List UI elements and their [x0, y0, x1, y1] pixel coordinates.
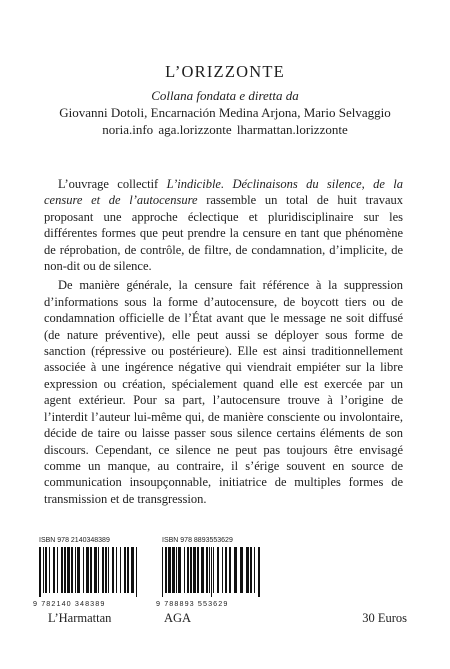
barcode-bar: [43, 547, 44, 593]
barcode-bar: [193, 547, 196, 593]
barcode-bar: [49, 547, 50, 593]
barcode-bar: [98, 547, 99, 593]
barcode-bar: [86, 547, 89, 593]
barcode-bar: [240, 547, 243, 593]
barcode-bar: [102, 547, 104, 593]
barcode-bar: [57, 547, 58, 593]
blurb-paragraph-1: [44, 176, 403, 274]
barcode-bar: [127, 547, 129, 593]
barcode-bar: [197, 547, 199, 593]
barcode-bar: [116, 547, 117, 593]
barcode-bar: [162, 547, 163, 597]
series-header: [0, 62, 450, 139]
barcode-bar: [124, 547, 126, 593]
barcode-bar: [229, 547, 231, 593]
barcode-bar: [211, 547, 212, 597]
barcode-bar: [67, 547, 70, 593]
book-title: L’indicible. Déclinaisons du silence, de la censure et de l’autocensure: [44, 177, 403, 208]
barcode-bar: [201, 547, 204, 593]
barcode-bar: [83, 547, 84, 593]
back-cover-blurb: [44, 176, 403, 507]
barcode-bar: [184, 547, 185, 593]
barcode-bar: [136, 547, 137, 597]
barcode-bar: [75, 547, 76, 593]
barcode-bar: [45, 547, 47, 593]
barcode-bar: [94, 547, 97, 593]
barcode-bar: [108, 547, 109, 593]
barcode-bar: [254, 547, 255, 593]
barcode-2: [162, 547, 260, 597]
barcode-bar: [120, 547, 121, 593]
blurb-intro: L’ouvrage collectif: [58, 177, 167, 191]
barcode-bar: [176, 547, 177, 593]
blurb-paragraph-2: De manière générale, la censure fait référence à la suppression d’informations sous la forme d’autocensure, de boycott tiers ou de condamnation officielle de l’État avant que le message ne soit diffusé (de nature préventive), elle peut aussi se déployer sous forme de sanction (répressive ou postérieure). Elle est ainsi traditionnellement associée à une ingérence négative qui viendrait empiéter sur la libre expression ou création, spécialement quand elle est exercée par un agent extérieur. Pour sa part, l’autocensure trouve à l’origine de l’interdit l’auteur lui-même qui, de manière consciente ou involontaire, décide de taire ou laisse passer sous silence certains éléments de son discours. Cependant, ce silence ne peut pas toujours être envisagé comme un manque, au contraire, il s’érige souvent en source de communication insoupçonnable, initiatrice de multiples formes de transmission et de transgression.: [44, 278, 403, 506]
barcode-bar: [222, 547, 223, 593]
barcode-bar: [250, 547, 252, 593]
barcode-bar: [246, 547, 249, 593]
barcode-bar: [178, 547, 181, 593]
barcode-bar: [131, 547, 134, 593]
publisher-1: L’Harmattan: [48, 611, 112, 625]
series-editors: Giovanni Dotoli, Encarnación Medina Arjona, Mario Selvaggio: [59, 105, 391, 120]
barcode-bar: [71, 547, 73, 593]
barcode-bar: [77, 547, 80, 593]
barcode-bar: [213, 547, 214, 593]
barcode-digits-1: 9 782140 348389: [33, 599, 106, 608]
barcode-bar: [90, 547, 92, 593]
isbn-label-2: ISBN 978 8893553629: [162, 537, 233, 544]
series-links: noria.info aga.lorizzonte lharmattan.lorizzonte: [102, 122, 348, 137]
barcode-bar: [53, 547, 55, 593]
barcode-bar: [39, 547, 41, 597]
barcode-bar: [187, 547, 189, 593]
series-title: L’ORIZZONTE: [165, 62, 285, 81]
barcode-bar: [61, 547, 63, 593]
barcode-bar: [206, 547, 208, 593]
barcode-bar: [105, 547, 107, 593]
barcode-bar: [112, 547, 114, 593]
barcode-bar: [168, 547, 171, 593]
publisher-2: AGA: [164, 611, 192, 625]
barcode-bar: [64, 547, 66, 593]
barcode-digits-2: 9 788893 553629: [156, 599, 229, 608]
barcode-bar: [258, 547, 260, 597]
price: 30 Euros: [362, 611, 407, 625]
barcode-bar: [190, 547, 192, 593]
barcode-bar: [217, 547, 219, 593]
blurb-paragraph-1-rest: rassemble un total de huit travaux proposant une approche éclectique et pluridisciplinaire sur les différentes formes que peut prendre la censure en tant que phénomène de réprobation, de contrôle, de filtre, de condamnation, d’implicite, de non-dit ou de silence.: [44, 193, 403, 274]
barcode-1: [39, 547, 137, 597]
barcode-bar: [225, 547, 227, 593]
barcode-bar: [234, 547, 237, 593]
barcode-bar: [209, 547, 210, 593]
series-subtitle: Collana fondata e diretta da: [151, 88, 299, 103]
isbn-label-1: ISBN 978 2140348389: [39, 537, 110, 544]
barcode-bar: [165, 547, 167, 593]
barcode-bar: [172, 547, 175, 593]
